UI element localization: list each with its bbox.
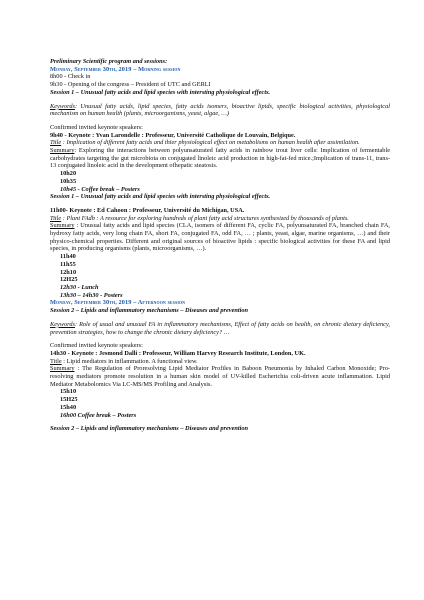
posters-line: 13h30 – 14h30 - Posters [60, 291, 123, 299]
title-label: Title [50, 214, 62, 222]
session1-title: Session 1 – Unusual fatty acids and lipid species with intersting physiological effects. [50, 88, 271, 96]
keynote-2-time: 11h00 [50, 206, 66, 214]
time-slot: 12H25 [60, 276, 78, 284]
summary-text: : Exploring the interactions between polyunsaturated fatty acids in rainbow trout liver cells: Implication of fermentable carbohydrates targeting the gut microbiota on conjugated linoleic acid production in high-fat-fed mice.;Implication of trans-11, trans-13 conjugated linoleic acid in the development ofhepatic steatosis. [50, 147, 390, 170]
keynote-2-text: - Keynote : Ed Cahoon : Professeur, Université du Michigan, USA. [65, 206, 245, 214]
keynote-3-time: 14h30 [50, 349, 67, 357]
keynote-3-title [50, 358, 390, 366]
keynote-2-summary [50, 222, 390, 253]
session2-title: Session 2 – Lipids and inflammatory mechanisms – Diseases and prevention [50, 307, 249, 315]
title-text: : Plant FAdb : A resource for exploring hundreds of plant fatty acid structures synthesized by thousands of plants. [61, 214, 349, 222]
keynote-1-summary [50, 147, 390, 170]
opening-line: 9h30 - Opening of the congress – President of UTC and GERLI [50, 81, 211, 89]
time-slot: 15h40 [60, 403, 77, 411]
confirmed-speakers-2: Confirmed invited keynote speakers: [50, 342, 143, 350]
title-text: : Lipid mediators in inflammation. A functional view. [61, 357, 198, 365]
keywords-text: : Unusual fatty acids, lipid species, fatty acids isomers, bioactive lipids, specific biological activities, physiological mechanism on human health (plants, microorganisms, yeast, algae, …) [50, 102, 390, 118]
title-text: : Implication of different fatty acids and thier physiological effect on metabolisms on human health after assimilation. [61, 139, 360, 147]
checkin-line: 8h00 - Check in [50, 73, 91, 81]
keynote-3-summary [50, 365, 390, 388]
summary-text: : The Regulation of Proresolving Lipid Mediator Profiles in Baboon Pneumonia by Inhaled Carbon Monoxide; Pro-resolving mediators promote resolution in a human skin model of UV-killed Escherichia coli-driven acute inflammation. Lipid Mediator Metabolomics Via LC-MS/MS Profiling and Analysis. [50, 365, 390, 388]
time-slot: 11h40 [60, 253, 76, 261]
coffee-break-2: 16h00 Coffee break – Posters [60, 411, 137, 419]
keywords-paragraph-1 [50, 103, 390, 118]
keywords-paragraph-2 [50, 321, 390, 336]
program-title: Preliminary Scientific program and sessions: [50, 58, 168, 65]
title-label: Title [50, 357, 62, 365]
title-label: Title [50, 139, 62, 147]
coffee-break-1: 10h45 - Coffee break – Posters [60, 185, 140, 193]
session1b-title: Session 1 – Unusual fatty acids and lipid species with intersting physiological effects. [50, 193, 271, 201]
time-slot: 10h35 [60, 177, 77, 185]
session2b-title: Session 2 – Lipids and inflammatory mechanisms – Diseases and prevention [50, 425, 249, 433]
keywords-label: Keywords [50, 102, 75, 110]
summary-text: : Unusual fatty acids and lipid species (CLA, isomers of different FA, cyclic FA, polyunsaturated FA, branched chain FA, hydroxy fatty acids, very long chain FA, short FA, conjugated FA, odd FA, … ; plants, yeast, algae, marine organisms, …) and their physico-chemical properties. Different and original sources of bioactive lipids : specific biological activities for these FA and lipid species, in producing organisms (plants, microorganisms, …). [50, 222, 390, 253]
keywords-label: Keywords [50, 320, 75, 328]
keynote-1 [50, 132, 390, 140]
time-slot: 15h10 [60, 388, 77, 396]
keynote-1-title [50, 139, 390, 147]
time-slot: 12h10 [60, 268, 77, 276]
confirmed-speakers-1: Confirmed invited keynote speakers: [50, 123, 143, 131]
afternoon-header: Monday, September 30th, 2019 – Afternoon session [50, 299, 186, 307]
lunch-line: 12h30 - Lunch [60, 283, 99, 291]
keynote-3 [50, 350, 390, 358]
keynote-3-text: - Keynote : Jesmond Dalli : Professeur, William Harvey Research Institute, London, UK. [66, 349, 306, 357]
summary-label: Summary [50, 147, 75, 155]
keynote-2 [50, 207, 390, 215]
keynote-1-time: 9h40 [50, 131, 63, 139]
time-slot: 15H25 [60, 396, 78, 404]
summary-label: Summary [50, 222, 75, 230]
keynote-1-text: - Keynote : Yvan Larondelle : Professeur, Université Catholique de Louvain, Belgique. [62, 131, 296, 139]
morning-header: Monday, September 30th, 2019 – Morning session [50, 65, 181, 73]
keywords-text: : Role of usual and unusual FA in inflammatory mechanisms, Effect of fatty acids on health, on chronic dietary deficiency, prevention strategies, how to change the chronic dietary deficiency? … [50, 320, 390, 336]
program-document [50, 58, 390, 433]
keynote-2-title [50, 215, 390, 223]
summary-label: Summary [50, 365, 75, 373]
time-slot: 11h55 [60, 260, 76, 268]
time-slot: 10h20 [60, 170, 77, 178]
